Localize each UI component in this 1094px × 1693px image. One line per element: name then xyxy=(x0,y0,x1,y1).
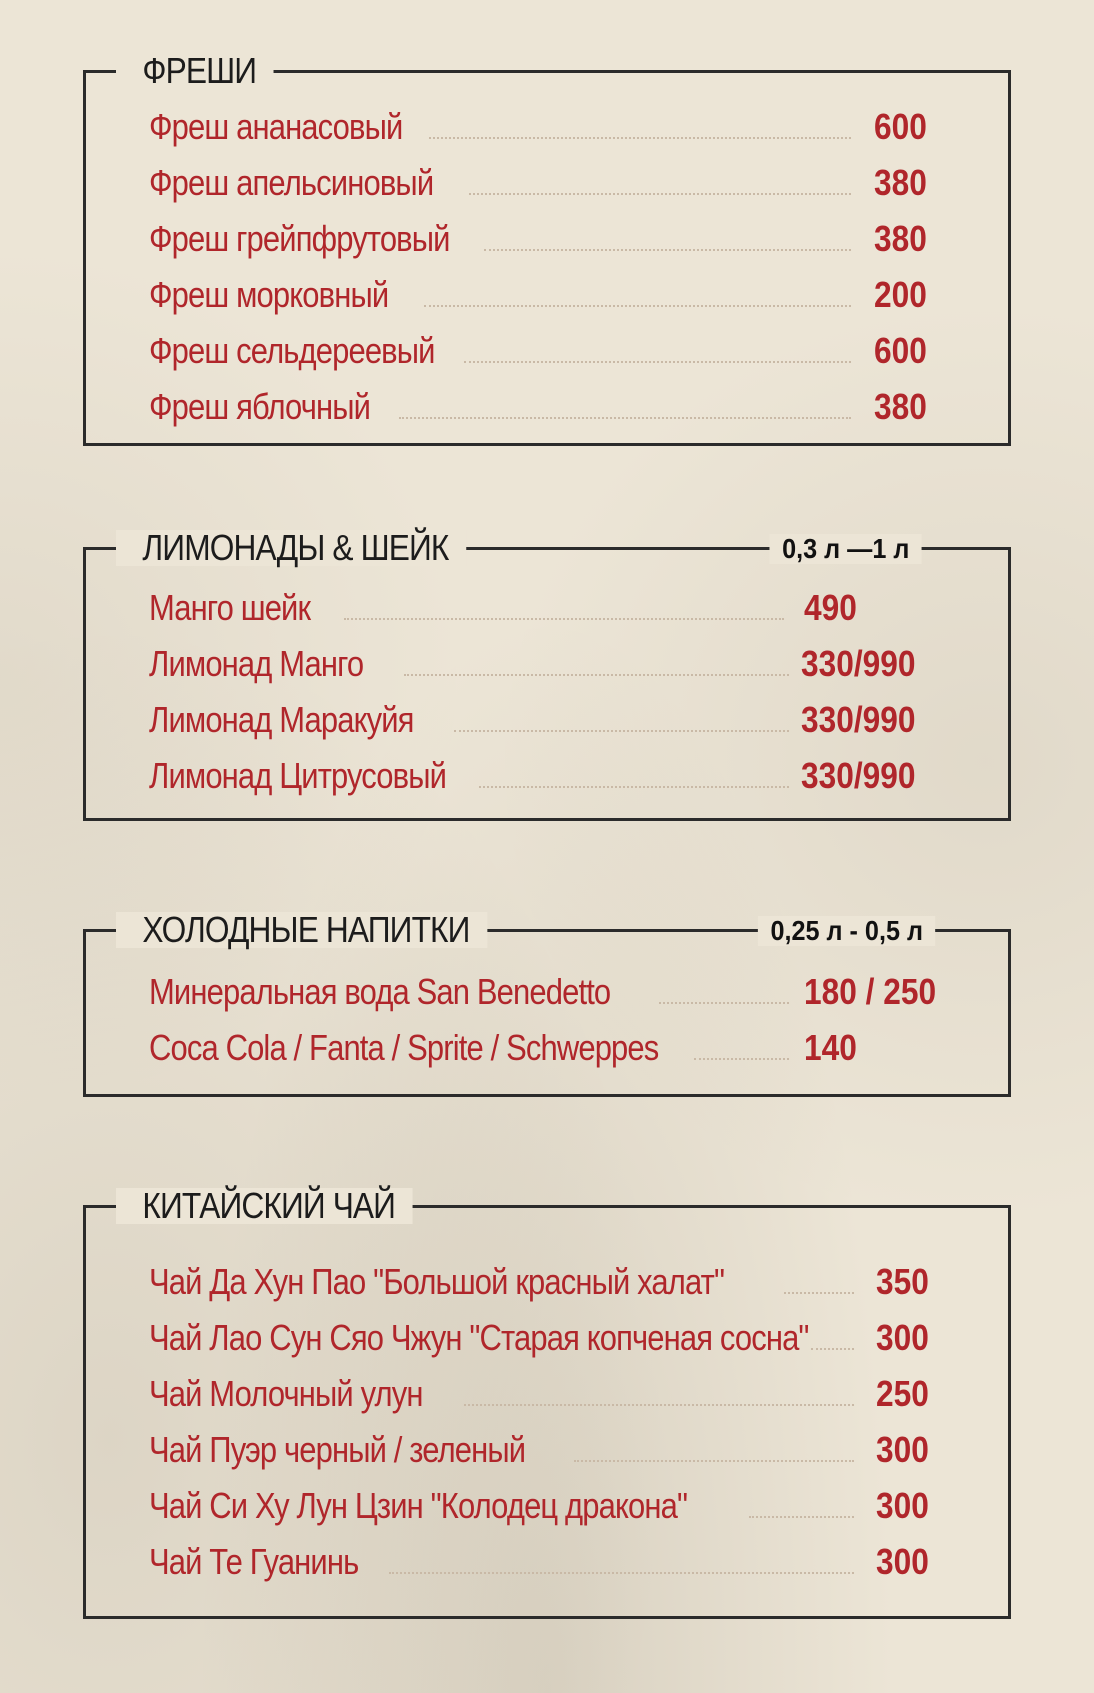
item-name: Чай Лао Сун Сяо Чжун "Старая копченая сосна" xyxy=(149,1317,809,1358)
dotted-leader xyxy=(424,305,851,307)
item-name: Фреш морковный xyxy=(149,274,389,315)
item-name: Манго шейк xyxy=(149,587,311,628)
menu-section-lemonades xyxy=(83,527,1011,821)
item-name: Фреш апельсиновый xyxy=(149,162,434,203)
item-price: 380 xyxy=(874,386,927,427)
menu-item xyxy=(149,271,969,319)
dotted-leader xyxy=(469,193,851,195)
size-label: 0,25 л - 0,5 л xyxy=(758,916,936,946)
item-price: 140 xyxy=(804,1027,857,1068)
menu-item xyxy=(149,327,969,375)
dotted-leader xyxy=(574,1460,854,1462)
dotted-leader xyxy=(344,618,784,620)
menu-item xyxy=(149,1314,969,1362)
menu-section-chinese-tea xyxy=(83,1185,1011,1619)
dotted-leader xyxy=(694,1058,789,1060)
dotted-leader xyxy=(454,730,789,732)
item-name: Лимонад Маракуйя xyxy=(149,699,414,740)
item-price: 250 xyxy=(876,1373,929,1414)
menu-item xyxy=(149,103,969,151)
item-name: Фреш яблочный xyxy=(149,386,371,427)
dotted-leader xyxy=(484,249,851,251)
section-title: ЛИМОНАДЫ & ШЕЙК xyxy=(116,530,466,566)
dotted-leader xyxy=(464,1404,854,1406)
item-name: Фреш ананасовый xyxy=(149,106,403,147)
menu-section-fresh xyxy=(83,50,1011,446)
dotted-leader xyxy=(811,1348,854,1350)
menu-section-cold-drinks xyxy=(83,909,1011,1097)
menu-item xyxy=(149,215,969,263)
menu-item xyxy=(149,1482,969,1530)
menu-item xyxy=(149,1370,969,1418)
item-price: 490 xyxy=(804,587,857,628)
dotted-leader xyxy=(659,1002,789,1004)
item-price: 300 xyxy=(876,1485,929,1526)
item-name: Чай Пуэр черный / зеленый xyxy=(149,1429,526,1470)
menu-item xyxy=(149,584,969,632)
item-price: 330/990 xyxy=(801,643,916,684)
item-name: Лимонад Манго xyxy=(149,643,364,684)
item-price: 380 xyxy=(874,162,927,203)
menu-item xyxy=(149,752,969,800)
dotted-leader xyxy=(749,1516,854,1518)
item-name: Чай Те Гуанинь xyxy=(149,1541,359,1582)
section-title: КИТАЙСКИЙ ЧАЙ xyxy=(116,1188,413,1224)
dotted-leader xyxy=(479,786,789,788)
dotted-leader xyxy=(429,137,851,139)
menu-item xyxy=(149,640,969,688)
menu-item xyxy=(149,1538,969,1586)
dotted-leader xyxy=(404,674,789,676)
item-name: Coca Cola / Fanta / Sprite / Schweppes xyxy=(149,1027,659,1068)
menu-item xyxy=(149,696,969,744)
item-price: 300 xyxy=(876,1541,929,1582)
item-name: Чай Си Ху Лун Цзин "Колодец дракона" xyxy=(149,1485,688,1526)
dotted-leader xyxy=(784,1292,854,1294)
dotted-leader xyxy=(464,361,851,363)
section-title: ФРЕШИ xyxy=(116,53,274,89)
item-price: 300 xyxy=(876,1429,929,1470)
item-price: 600 xyxy=(874,330,927,371)
item-name: Чай Молочный улун xyxy=(149,1373,423,1414)
item-price: 180 / 250 xyxy=(804,971,937,1012)
item-price: 330/990 xyxy=(801,699,916,740)
item-name: Фреш сельдерeевый xyxy=(149,330,435,371)
menu-item xyxy=(149,1024,989,1072)
menu-item xyxy=(149,383,969,431)
dotted-leader xyxy=(389,1572,854,1574)
item-name: Лимонад Цитрусовый xyxy=(149,755,447,796)
item-price: 380 xyxy=(874,218,927,259)
item-price: 200 xyxy=(874,274,927,315)
section-title: ХОЛОДНЫЕ НАПИТКИ xyxy=(116,912,487,948)
dotted-leader xyxy=(399,417,851,419)
item-price: 300 xyxy=(876,1317,929,1358)
item-name: Фреш грейпфрутовый xyxy=(149,218,450,259)
item-price: 600 xyxy=(874,106,927,147)
item-price: 330/990 xyxy=(801,755,916,796)
size-label: 0,3 л —1 л xyxy=(769,534,921,564)
item-price: 350 xyxy=(876,1261,929,1302)
menu-item xyxy=(149,1426,969,1474)
menu-item xyxy=(149,968,989,1016)
item-name: Чай Да Хун Пао "Большой красный халат" xyxy=(149,1261,725,1302)
item-name: Минеральная вода San Benedetto xyxy=(149,971,611,1012)
menu-item xyxy=(149,159,969,207)
menu-item xyxy=(149,1258,969,1306)
